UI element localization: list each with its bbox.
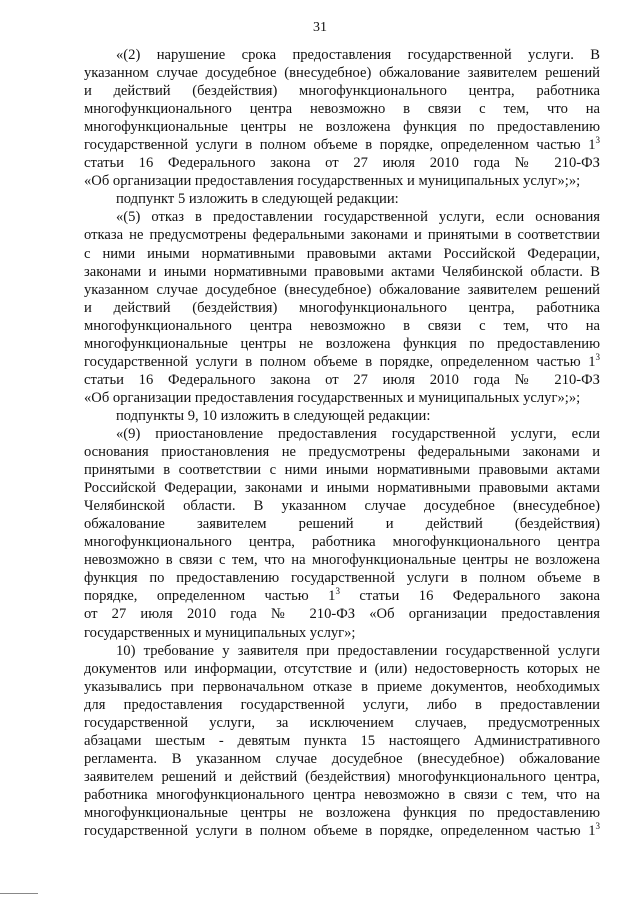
text-line-content: указанном случае досудебное (внесудебное) обжалование заявителем решений [84,65,600,82]
text-line [84,317,600,335]
text-line-content: подпункт 5 изложить в следующей редакции: [116,191,399,208]
text-line-content: указывались при первоначальном отказе в приеме документов, необходимых [84,678,600,695]
text-line [84,587,600,605]
text-line-content: многофункциональные центры не возложена функция по предоставлению [84,335,600,352]
text-line-content: Челябинской области. В указанном случае досудебное (внесудебное) [84,498,600,515]
text-line-content: статьи 16 Федерального закона от 27 июля 2010 года № 210-ФЗ [84,155,600,172]
text-line-content: «(9) приостановление предоставления государственной услуги, если [116,425,600,442]
text-line [84,479,600,497]
text-line-content: основания приостановления не предусмотрены федеральными законами и [84,444,600,461]
text-line [84,82,600,100]
text-line [84,605,600,623]
text-line-content: заявителем решений и действий (бездействия) многофункционального центра, [84,768,600,785]
text-line [84,407,600,425]
text-line [84,353,600,371]
text-line [84,245,600,263]
text-line [84,281,600,299]
text-line-content: «Об организации предоставления государственных и муниципальных услуг»;»; [84,389,581,406]
text-line [84,642,600,660]
text-line [84,371,600,389]
text-line [84,569,600,587]
text-line-content: «Об организации предоставления государственных и муниципальных услуг»;»; [84,173,581,190]
document-body [84,46,600,840]
text-line-content: «(2) нарушение срока предоставления государственной услуги. В [116,47,600,63]
text-line [84,461,600,479]
text-line-content: документов или информации, отсутствие и (или) недостоверность которых не [84,660,600,677]
text-line [84,768,600,786]
text-line-content: с ними иными нормативными правовыми актами Российской Федерации, [84,245,600,262]
text-line-content: и действий (бездействия) многофункционального центра, работника [84,299,600,316]
text-line [84,46,600,64]
text-line [84,443,600,461]
text-line [84,425,600,443]
text-line-content: указанном случае досудебное (внесудебное) обжалование заявителем решений [84,281,600,298]
page-number: 31 [313,20,327,35]
text-line [84,64,600,82]
text-line-content: многофункционального центра, работника многофункционального центра [84,534,600,551]
superscript-part-number: 3 [595,821,600,832]
text-line [84,190,600,208]
footer-rule [0,893,38,894]
superscript-part-number: 3 [335,586,340,597]
text-line-content: многофункционального центра невозможно в связи с тем, что на [84,317,600,334]
text-line-content: подпункты 9, 10 изложить в следующей редакции: [116,407,431,424]
text-line-content: государственной услуги в полном объеме в порядке, определенном частью 1 [84,137,596,154]
text-line-content: государственной услуги в полном объеме в порядке, определенном частью 1 [84,823,596,840]
text-line-content: 10) требование у заявителя при предоставлении государственной услуги [116,642,600,659]
text-line [84,533,600,551]
superscript-part-number: 3 [595,351,600,362]
text-line [84,172,600,190]
text-line [84,696,600,714]
text-line-content: статьи 16 Федерального закона от 27 июля 2010 года № 210-ФЗ [84,371,600,388]
text-line [84,678,600,696]
text-line-content: государственной услуги, за исключением случаев, предусмотренных [84,714,600,731]
text-line-content: от 27 июля 2010 года № 210-ФЗ «Об организации предоставления [84,606,600,623]
text-line-content: регламента. В указанном случае досудебное (внесудебное) обжалование [84,750,600,767]
text-line [84,822,600,840]
text-line-content: принятыми в соответствии с ними иными нормативными правовыми актами [84,462,600,479]
text-line [84,786,600,804]
superscript-part-number: 3 [595,135,600,146]
text-line [84,804,600,822]
text-line [84,515,600,533]
text-line [84,660,600,678]
text-line [84,263,600,281]
text-line [84,154,600,172]
text-line-content: законами и иными нормативными правовыми актами Челябинской области. В [84,263,600,280]
text-line [84,100,600,118]
text-line [84,136,600,154]
text-line [84,714,600,732]
text-line [84,497,600,515]
text-line [84,624,600,642]
text-line-content: порядке, определенном частью 1 [84,588,336,605]
text-line [84,551,600,569]
text-line-content: «(5) отказ в предоставлении государственной услуги, если основания [116,209,600,226]
text-line-content: и действий (бездействия) многофункционального центра, работника [84,83,600,100]
text-line-content: многофункционального центра невозможно в связи с тем, что на [84,101,600,118]
text-line-content: государственных и муниципальных услуг»; [84,624,356,641]
text-line-content: обжалование заявителем решений и действий (бездействия) [84,516,600,533]
text-line-content: многофункциональные центры не возложена функция по предоставлению [84,119,600,136]
text-line [84,750,600,768]
text-line-content: невозможно в связи с тем, что на многофункциональные центры не возложена [84,552,600,569]
text-line-content: работника многофункционального центра невозможно в связи с тем, что на [84,786,600,803]
text-line-content: Российской Федерации, законами и иными нормативными правовыми актами [84,480,600,497]
text-line-content: многофункциональные центры не возложена функция по предоставлению [84,804,600,821]
text-line [84,208,600,226]
text-line-content: для предоставления государственной услуги, либо в предоставлении [84,696,600,713]
text-line [84,389,600,407]
text-line [84,226,600,244]
text-line [84,335,600,353]
text-line-continuation: статьи 16 Федерального закона [339,588,600,605]
text-line-content: государственной услуги в полном объеме в порядке, определенном частью 1 [84,353,596,370]
text-line-content: отказа не предусмотрены федеральными законами и принятыми в соответствии [84,227,600,244]
text-line-content: абзацами шестым - девятым пункта 15 настоящего Административного [84,732,600,749]
text-line [84,118,600,136]
text-line [84,299,600,317]
text-line-content: функция по предоставлению государственной услуги в полном объеме в [84,570,600,587]
text-line [84,732,600,750]
